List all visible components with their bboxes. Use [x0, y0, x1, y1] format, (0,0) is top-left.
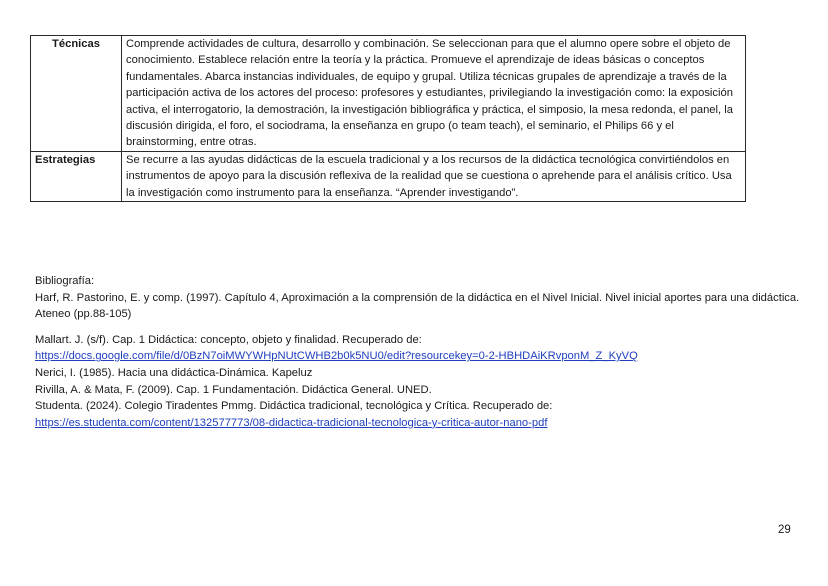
bibliography-entry-rivilla: Rivilla, A. & Mata, F. (2009). Cap. 1 Fundamentación. Didáctica General. UNED.: [35, 383, 432, 396]
didactic-table: [30, 35, 746, 202]
bibliography-entry-harf: Harf, R. Pastorino, E. y comp. (1997). Capítulo 4, Aproximación a la comprensión de la didáctica en el Nivel Inicial. Nivel inicial aportes para una didáctica. Ateneo (pp.88-105): [35, 291, 800, 321]
bibliography-link-mallart[interactable]: https://docs.google.com/file/d/0BzN7oiMWYWHpNUtCWHB2b0k5NU0/edit?resourcekey=0-2-HBHDAiKRvponM_Z_KyVQ: [35, 350, 638, 363]
row-text-tecnicas: Comprende actividades de cultura, desarrollo y combinación. Se seleccionan para que el alumno opere sobre el objeto de conocimiento. Establece relación entre la teoría y la práctica. Promueve el aprendizaje de ideas básicas o conceptos fundamentales. Abarca instancias individuales, de equipo y grupal. Utiliza técnicas grupales de aprendizaje a través de la participación activa de los actores del proceso: profesores y estudiantes, privilegiando la investigación como: la exposición activa, el interrogatorio, la demostración, la investigación bibliográfica y práctica, el simposio, la mesa redonda, el panel, la discusión dirigida, el foro, el sociodrama, la enseñanza en grupo (o team teach), el seminario, el Philips 66 y el brainstorming, entre otras.: [122, 36, 746, 152]
bibliography-link-mallart-line: [35, 348, 805, 365]
bibliography-section: [35, 273, 805, 431]
bibliography-heading: Bibliografía:: [35, 275, 95, 287]
page-number: 29: [778, 524, 791, 536]
row-label-tecnicas: Técnicas: [31, 36, 122, 152]
table-row-estrategias: [31, 151, 746, 201]
bibliography-entry-studenta: Studenta. (2024). Colegio Tiradentes Pmmg. Didáctica tradicional, tecnológica y Crítica. Recuperado de:: [35, 400, 553, 413]
bibliography-link-studenta[interactable]: https://es.studenta.com/content/132577773/08-didactica-tradicional-tecnologica-y-critica-autor-nano-pdf: [35, 416, 548, 429]
bibliography-entry-mallart: Mallart. J. (s/f). Cap. 1 Didáctica: concepto, objeto y finalidad. Recuperado de:: [35, 333, 422, 346]
row-label-estrategias: Estrategias: [31, 151, 122, 201]
bibliography-entry-nerici: Nerici, I. (1985). Hacia una didáctica-Dinámica. Kapeluz: [35, 366, 313, 379]
bibliography-link-studenta-line: [35, 415, 805, 432]
table-row-tecnicas: [31, 36, 746, 152]
row-text-estrategias: Se recurre a las ayudas didácticas de la escuela tradicional y a los recursos de la didáctica tecnológica convirtiéndolos en instrumentos de apoyo para la discusión reflexiva de la realidad que se cuestiona o aprehende para el análisis crítico. Usa la investigación como instrumento para la enseñanza. “Aprender investigando”.: [122, 151, 746, 201]
